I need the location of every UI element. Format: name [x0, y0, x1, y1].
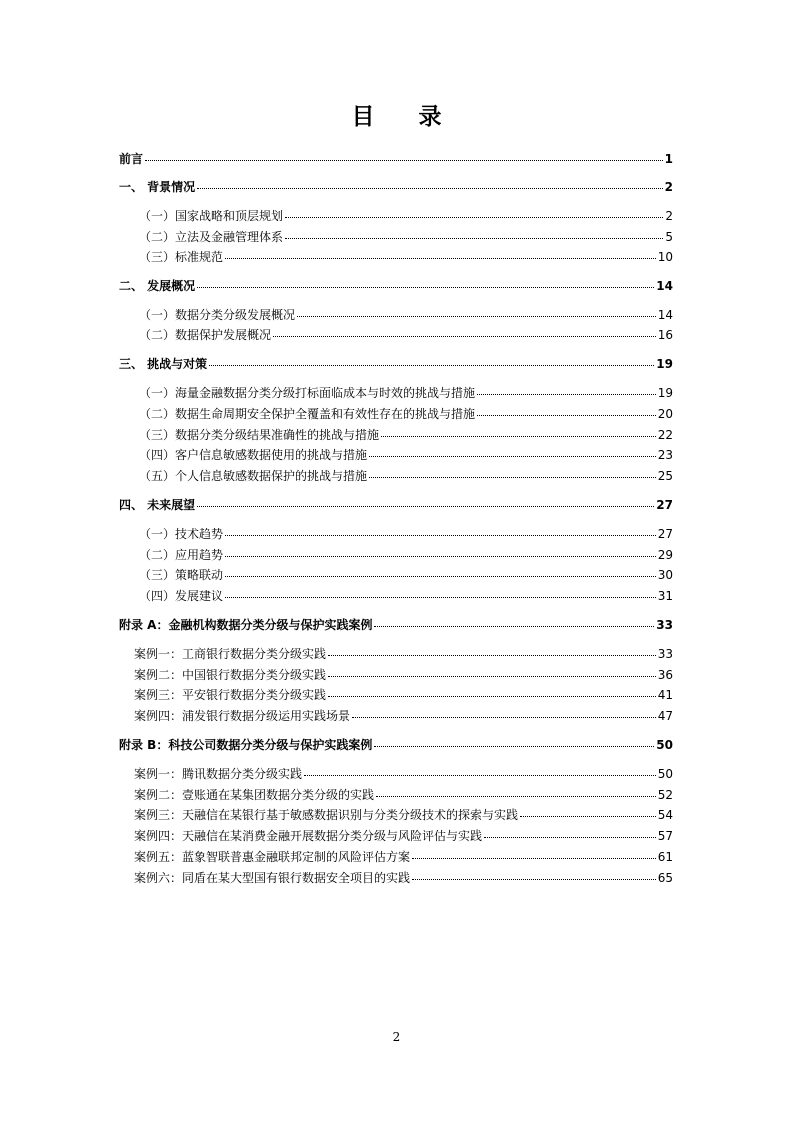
- toc-entry-label: （四）发展建议: [139, 589, 224, 603]
- toc-entry-label: （一）海量金融数据分类分级打标面临成本与时效的挑战与措施: [139, 386, 476, 400]
- toc-entry-page: 47: [657, 709, 673, 723]
- toc-entry-label: 附录 A：金融机构数据分类分级与保护实践案例: [119, 618, 373, 632]
- dot-leader: [225, 556, 656, 557]
- toc-entry-page: 36: [657, 668, 673, 682]
- toc-entry-page: 14: [657, 308, 673, 322]
- toc-entry[interactable]: [139, 207, 673, 223]
- toc-entry-page: 14: [656, 279, 673, 293]
- toc-entry-page: 57: [657, 829, 673, 843]
- dot-leader: [285, 238, 663, 239]
- toc-entry-label: 案例一：腾讯数据分类分级实践: [134, 767, 303, 781]
- toc-entry-page: 19: [657, 386, 673, 400]
- dot-leader: [197, 287, 654, 288]
- toc-entry[interactable]: [119, 616, 673, 632]
- dot-leader: [484, 837, 656, 838]
- toc-entry-page: 54: [657, 808, 673, 822]
- dot-leader: [273, 336, 656, 337]
- toc-entry[interactable]: [139, 384, 673, 400]
- toc-entry-label: （一）国家战略和顶层规划: [139, 209, 284, 223]
- toc-entry[interactable]: [119, 736, 673, 752]
- toc-entry-page: 41: [657, 688, 673, 702]
- toc-entry[interactable]: [139, 587, 673, 603]
- toc-entry-page: 16: [657, 328, 673, 342]
- toc-entry-label: （四）客户信息敏感数据使用的挑战与措施: [139, 448, 368, 462]
- dot-leader: [225, 576, 656, 577]
- toc-entry[interactable]: [134, 765, 673, 781]
- toc-entry-label: 案例五：蓝象智联普惠金融联邦定制的风险评估方案: [134, 850, 411, 864]
- toc-entry[interactable]: [134, 827, 673, 843]
- toc-entry-label: （三）数据分类分级结果准确性的挑战与措施: [139, 428, 380, 442]
- toc-entry-label: 一、 背景情况: [119, 180, 196, 194]
- toc-entry-page: 61: [657, 850, 673, 864]
- toc-entry[interactable]: [139, 326, 673, 342]
- toc-entry-label: （三）标准规范: [139, 250, 224, 264]
- toc-entry[interactable]: [119, 277, 673, 293]
- dot-leader: [374, 746, 654, 747]
- dot-leader: [328, 655, 656, 656]
- toc-entry[interactable]: [139, 525, 673, 541]
- toc-entry-page: 65: [657, 871, 673, 885]
- dot-leader: [328, 696, 656, 697]
- toc-entry-label: 案例三：天融信在某银行基于敏感数据识别与分类分级技术的探索与实践: [134, 808, 519, 822]
- toc-entry[interactable]: [134, 707, 673, 723]
- toc-entry-page: 33: [657, 647, 673, 661]
- dot-leader: [304, 775, 656, 776]
- toc-entry-label: 前言: [119, 152, 144, 166]
- dot-leader: [369, 477, 656, 478]
- toc-entry[interactable]: [139, 248, 673, 264]
- toc-entry-page: 33: [656, 618, 673, 632]
- toc-entry-label: 附录 B：科技公司数据分类分级与保护实践案例: [119, 738, 373, 752]
- dot-leader: [477, 415, 656, 416]
- dot-leader: [225, 535, 656, 536]
- toc-entry[interactable]: [139, 546, 673, 562]
- toc-entry-page: 10: [657, 250, 673, 264]
- dot-leader: [328, 676, 656, 677]
- toc-entry[interactable]: [134, 666, 673, 682]
- toc-entry-page: 50: [656, 738, 673, 752]
- toc-entry-page: 52: [657, 788, 673, 802]
- dot-leader: [209, 365, 654, 366]
- toc-entry-label: （五）个人信息敏感数据保护的挑战与措施: [139, 469, 368, 483]
- toc-entry-label: （二）立法及金融管理体系: [139, 230, 284, 244]
- toc-entry-label: （二）应用趋势: [139, 548, 224, 562]
- toc-entry-page: 2: [665, 209, 673, 223]
- toc-entry-page: 20: [657, 407, 673, 421]
- toc-entry-label: 案例六：同盾在某大型国有银行数据安全项目的实践: [134, 871, 411, 885]
- toc-entry-page: 25: [657, 469, 673, 483]
- toc-entry[interactable]: [134, 686, 673, 702]
- toc-entry-label: （二）数据生命周期安全保护全覆盖和有效性存在的挑战与措施: [139, 407, 476, 421]
- toc-entry-label: （三）策略联动: [139, 568, 224, 582]
- dot-leader: [225, 258, 656, 259]
- toc-entry[interactable]: [134, 806, 673, 822]
- dot-leader: [297, 316, 656, 317]
- toc-entry-page: 27: [657, 527, 673, 541]
- page-number: 2: [392, 1030, 401, 1044]
- toc-entry-label: （一）技术趋势: [139, 527, 224, 541]
- toc-entry-label: 案例四：天融信在某消费金融开展数据分类分级与风险评估与实践: [134, 829, 483, 843]
- dot-leader: [376, 796, 656, 797]
- dot-leader: [352, 717, 656, 718]
- toc-entry-page: 31: [657, 589, 673, 603]
- toc-entry[interactable]: [139, 467, 673, 483]
- toc-entry-page: 2: [664, 180, 673, 194]
- dot-leader: [374, 626, 654, 627]
- toc-entry-label: 四、 未来展望: [119, 498, 196, 512]
- toc-entry[interactable]: [134, 869, 673, 885]
- dot-leader: [285, 217, 663, 218]
- toc-entry-page: 5: [665, 230, 673, 244]
- toc-entry-label: 案例四：浦发银行数据分级运用实践场景: [134, 709, 351, 723]
- page-title: 目 录: [351, 104, 460, 130]
- toc-entry[interactable]: [139, 306, 673, 322]
- dot-leader: [197, 506, 654, 507]
- toc-entry[interactable]: [134, 645, 673, 661]
- toc-entry[interactable]: [139, 426, 673, 442]
- toc-entry-label: （一）数据分类分级发展概况: [139, 308, 296, 322]
- dot-leader: [197, 188, 662, 189]
- toc-entry[interactable]: [119, 150, 673, 166]
- toc-entry-label: 三、 挑战与对策: [119, 357, 208, 371]
- dot-leader: [477, 394, 656, 395]
- toc-entry-page: 30: [657, 568, 673, 582]
- toc-entry-page: 27: [656, 498, 673, 512]
- toc-entry-label: （二）数据保护发展概况: [139, 328, 272, 342]
- toc-entry[interactable]: [139, 228, 673, 244]
- toc-entry-label: 二、 发展概况: [119, 279, 196, 293]
- dot-leader: [145, 160, 663, 161]
- toc-entry-page: 1: [664, 152, 673, 166]
- toc-entry-page: 22: [657, 428, 673, 442]
- toc-entry[interactable]: [139, 405, 673, 421]
- toc-entry[interactable]: [139, 566, 673, 582]
- toc-entry-label: 案例三：平安银行数据分类分级实践: [134, 688, 327, 702]
- toc-entry-label: 案例二：中国银行数据分类分级实践: [134, 668, 327, 682]
- toc-entry-page: 50: [657, 767, 673, 781]
- toc-entry-page: 19: [656, 357, 673, 371]
- toc-entry-page: 23: [657, 448, 673, 462]
- dot-leader: [225, 597, 656, 598]
- toc-entry[interactable]: [119, 178, 673, 194]
- dot-leader: [381, 436, 656, 437]
- dot-leader: [412, 879, 656, 880]
- toc-entry-page: 29: [657, 548, 673, 562]
- toc-entry-label: 案例一：工商银行数据分类分级实践: [134, 647, 327, 661]
- dot-leader: [520, 816, 656, 817]
- toc-entry[interactable]: [119, 496, 673, 512]
- toc-entry[interactable]: [139, 446, 673, 462]
- toc-entry[interactable]: [134, 848, 673, 864]
- dot-leader: [412, 858, 656, 859]
- toc-entry[interactable]: [134, 786, 673, 802]
- toc-entry-label: 案例二：壹账通在某集团数据分类分级的实践: [134, 788, 375, 802]
- toc-entry[interactable]: [119, 355, 673, 371]
- dot-leader: [369, 456, 656, 457]
